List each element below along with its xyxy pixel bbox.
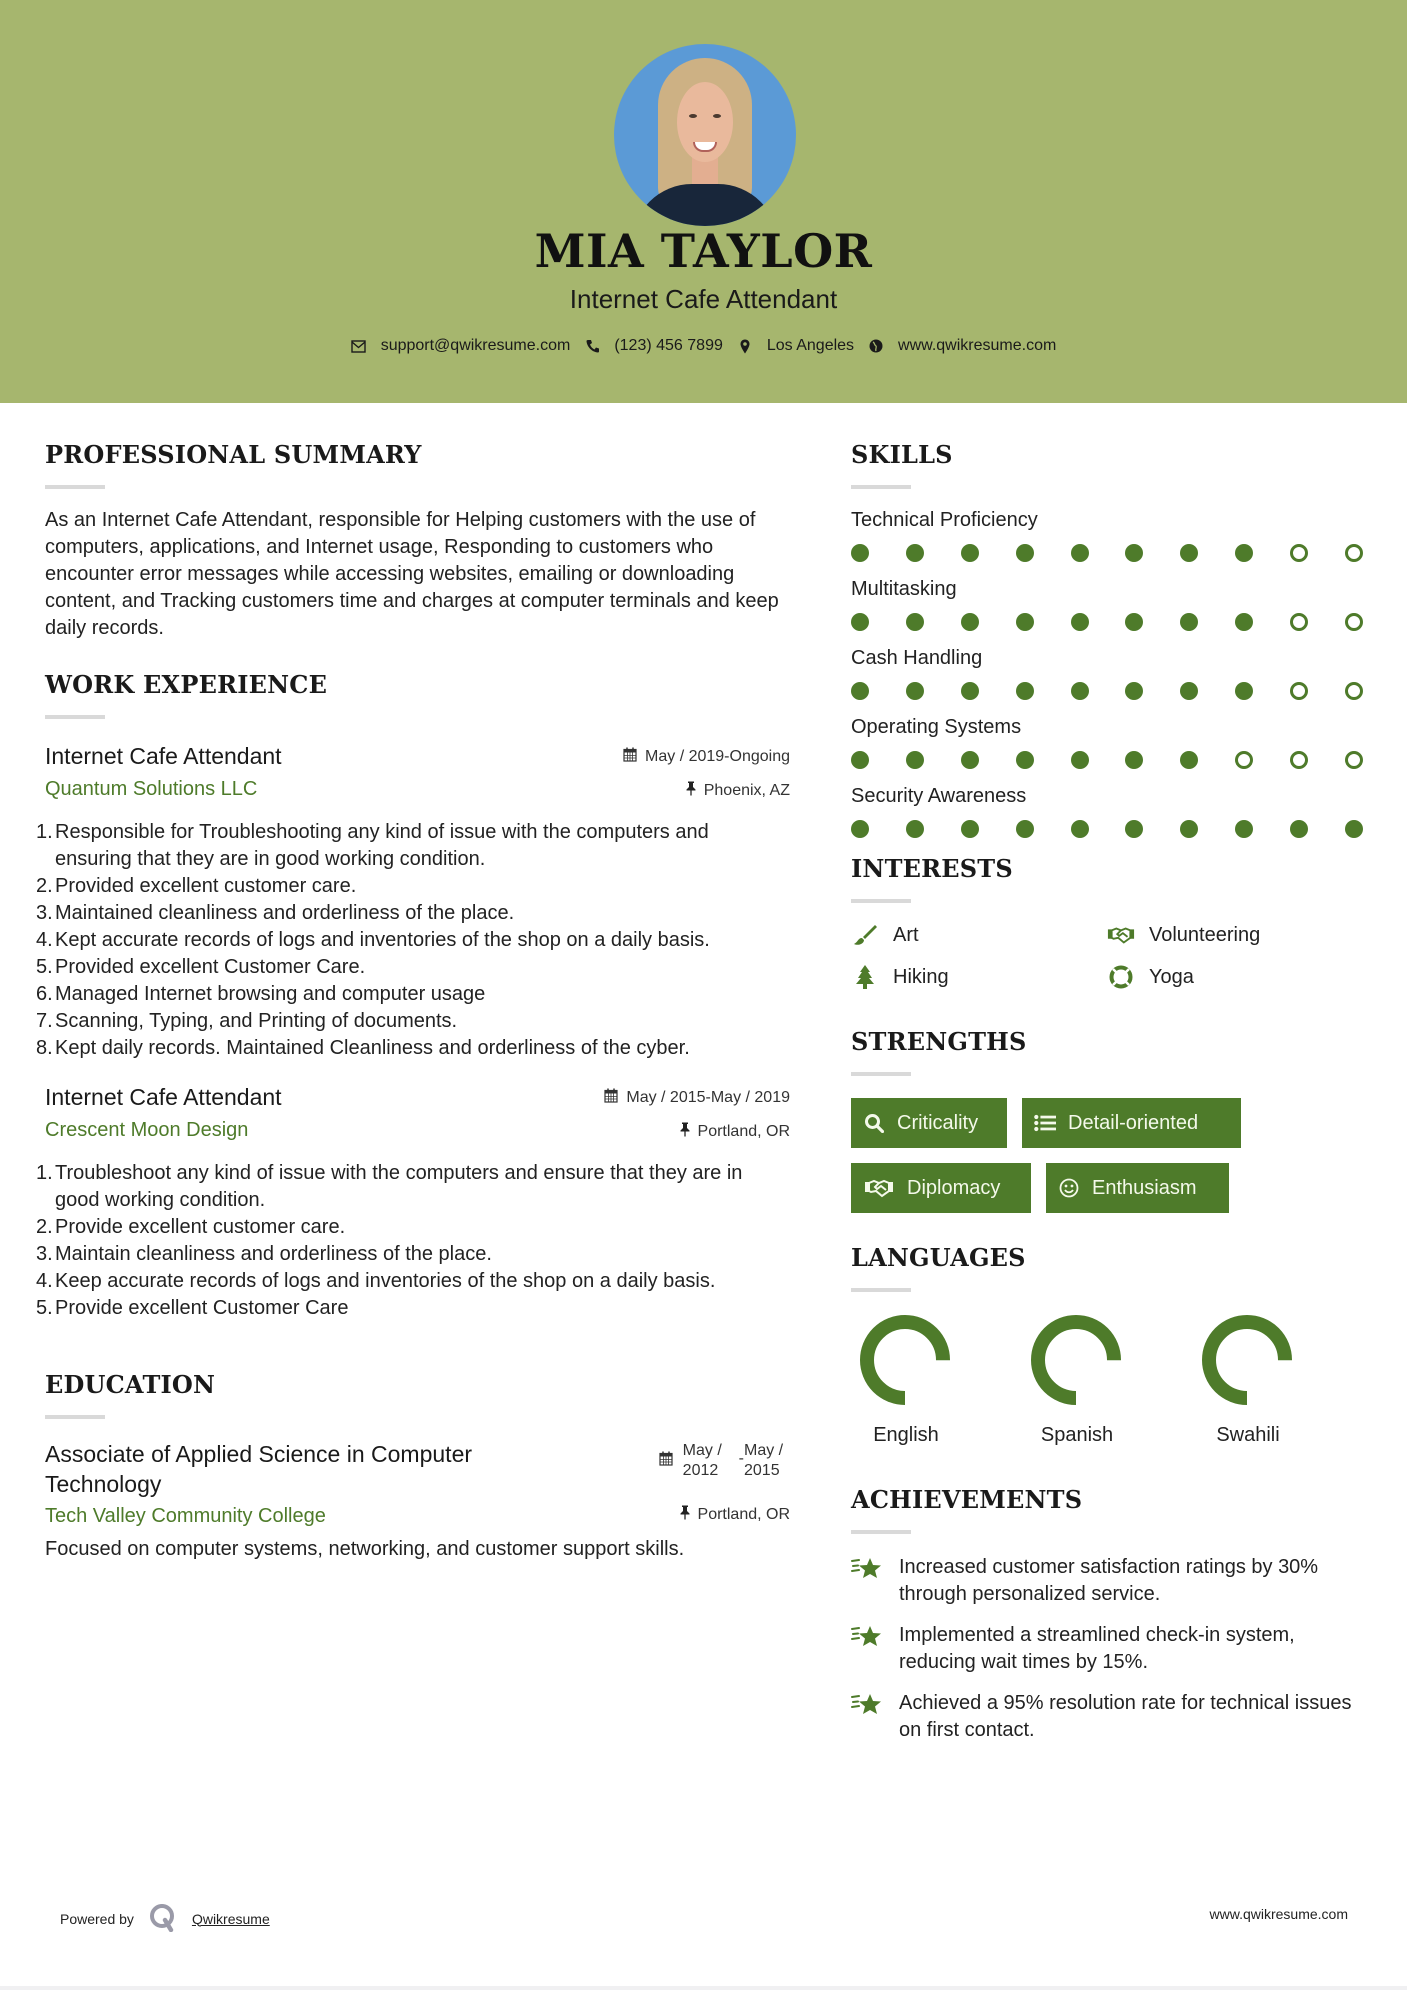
filled-dot-icon bbox=[1125, 682, 1143, 700]
filled-dot-icon bbox=[1235, 682, 1253, 700]
paintbrush-icon bbox=[851, 923, 879, 947]
filled-dot-icon bbox=[851, 751, 869, 769]
filled-dot-icon bbox=[1071, 682, 1089, 700]
section-divider bbox=[851, 899, 911, 903]
filled-dot-icon bbox=[1290, 820, 1308, 838]
achievement-item: Achieved a 95% resolution rate for technical issues on first contact. bbox=[851, 1690, 1371, 1744]
section-divider bbox=[45, 485, 105, 489]
empty-dot-icon bbox=[1290, 751, 1308, 769]
list-item: 1. Troubleshoot any kind of issue with the computers and ensure that they are in good working condition. bbox=[36, 1162, 743, 1211]
interest-item: Volunteering bbox=[1107, 923, 1357, 947]
skill-rating bbox=[851, 682, 1363, 700]
filled-dot-icon bbox=[1125, 820, 1143, 838]
skill-item: Cash Handling bbox=[851, 647, 1371, 700]
candidate-name: MIA TAYLOR bbox=[534, 224, 873, 278]
qwikresume-link[interactable]: Qwikresume bbox=[191, 1910, 270, 1927]
filled-dot-icon bbox=[961, 751, 979, 769]
empty-dot-icon bbox=[1345, 613, 1363, 631]
language-progress-ring bbox=[1201, 1314, 1293, 1406]
empty-dot-icon bbox=[1345, 751, 1363, 769]
list-icon bbox=[1034, 1112, 1056, 1134]
empty-dot-icon bbox=[1345, 544, 1363, 562]
list-item: 3. Maintained cleanliness and orderliness of the place. bbox=[36, 902, 515, 924]
job-company: Crescent Moon Design bbox=[45, 1119, 249, 1141]
qwikresume-logo-icon bbox=[148, 1902, 178, 1935]
job-entry bbox=[36, 1084, 790, 1322]
contact-location: Los Angeles bbox=[737, 337, 854, 355]
calendar-icon bbox=[659, 1451, 673, 1472]
pushpin-icon bbox=[680, 1122, 690, 1142]
list-item: 4. Kept accurate records of logs and inventories of the shop on a daily basis. bbox=[36, 929, 710, 951]
strengths-section bbox=[851, 1027, 1371, 1213]
skill-rating bbox=[851, 751, 1363, 769]
job-responsibilities bbox=[36, 1160, 790, 1322]
languages-section bbox=[851, 1243, 1371, 1447]
education-date: May / 2012 - May / 2015 bbox=[659, 1441, 790, 1481]
skill-item: Security Awareness bbox=[851, 785, 1371, 838]
language-item: Swahili bbox=[1193, 1314, 1364, 1447]
filled-dot-icon bbox=[1071, 544, 1089, 562]
job-date: May / 2019-Ongoing bbox=[623, 747, 790, 767]
section-divider bbox=[851, 1530, 911, 1534]
language-item: English bbox=[851, 1314, 1022, 1447]
interests-list bbox=[851, 923, 1371, 989]
filled-dot-icon bbox=[1016, 820, 1034, 838]
skill-rating bbox=[851, 544, 1363, 562]
interests-section bbox=[851, 854, 1371, 989]
skill-rating bbox=[851, 613, 1363, 631]
section-divider bbox=[851, 1288, 911, 1292]
strength-badge: Criticality bbox=[851, 1098, 1007, 1148]
empty-dot-icon bbox=[1345, 682, 1363, 700]
list-item: 5. Provide excellent Customer Care bbox=[36, 1297, 349, 1319]
filled-dot-icon bbox=[851, 613, 869, 631]
list-item: 1. Responsible for Troubleshooting any kind of issue with the computers and ensuring that they are in good working condition. bbox=[36, 821, 709, 870]
degree-title: Associate of Applied Science in Computer Technology bbox=[45, 1441, 473, 1497]
shooting-star-icon bbox=[851, 1554, 883, 1581]
shooting-star-icon bbox=[851, 1622, 883, 1649]
filled-dot-icon bbox=[1180, 544, 1198, 562]
filled-dot-icon bbox=[961, 544, 979, 562]
skill-rating bbox=[851, 820, 1363, 838]
section-title: ACHIEVEMENTS bbox=[851, 1485, 1083, 1514]
map-marker-icon bbox=[737, 338, 753, 354]
pushpin-icon bbox=[680, 1505, 690, 1525]
skill-item: Multitasking bbox=[851, 578, 1371, 631]
envelope-icon bbox=[351, 338, 367, 354]
filled-dot-icon bbox=[851, 682, 869, 700]
interest-item: Yoga bbox=[1107, 965, 1357, 989]
smile-icon bbox=[1058, 1177, 1080, 1199]
experience-section bbox=[36, 670, 790, 1322]
section-title: WORK EXPERIENCE bbox=[45, 670, 328, 699]
education-section bbox=[45, 1370, 790, 1563]
job-title: Internet Cafe Attendant bbox=[45, 1084, 282, 1110]
school-name: Tech Valley Community College bbox=[45, 1505, 326, 1527]
list-item: 6. Managed Internet browsing and computer usage bbox=[36, 983, 486, 1005]
page-bottom-edge bbox=[0, 1986, 1407, 1990]
life-ring-icon bbox=[1107, 965, 1135, 989]
list-item: 7. Scanning, Typing, and Printing of documents. bbox=[36, 1010, 458, 1032]
section-title: SKILLS bbox=[851, 440, 953, 469]
phone-icon bbox=[584, 338, 600, 354]
job-entry bbox=[36, 743, 790, 1062]
list-item: 5. Provided excellent Customer Care. bbox=[36, 956, 366, 978]
empty-dot-icon bbox=[1290, 682, 1308, 700]
filled-dot-icon bbox=[1235, 544, 1253, 562]
strength-badge: Diplomacy bbox=[851, 1163, 1031, 1213]
job-company: Quantum Solutions LLC bbox=[45, 778, 258, 800]
education-entry bbox=[45, 1439, 790, 1563]
filled-dot-icon bbox=[961, 820, 979, 838]
filled-dot-icon bbox=[1125, 613, 1143, 631]
section-title: EDUCATION bbox=[45, 1370, 216, 1399]
filled-dot-icon bbox=[906, 544, 924, 562]
globe-icon bbox=[868, 338, 884, 354]
filled-dot-icon bbox=[1180, 682, 1198, 700]
job-location: Portland, OR bbox=[604, 1122, 790, 1142]
summary-text: As an Internet Cafe Attendant, responsible for Helping customers with the use of computers, applications, and Internet usage, Responding to customers who encounter error messages while accessing websites, emailing or downloading content, and Tracking customers time and charges at computer terminals and keep daily records. bbox=[45, 509, 779, 639]
section-divider bbox=[45, 715, 105, 719]
filled-dot-icon bbox=[1125, 544, 1143, 562]
skills-list bbox=[851, 509, 1371, 838]
left-column bbox=[36, 440, 790, 1563]
achievement-item: Implemented a streamlined check-in system, reducing wait times by 15%. bbox=[851, 1622, 1371, 1676]
empty-dot-icon bbox=[1290, 544, 1308, 562]
filled-dot-icon bbox=[1235, 613, 1253, 631]
job-location: Phoenix, AZ bbox=[623, 781, 790, 801]
resume-header bbox=[0, 0, 1407, 403]
filled-dot-icon bbox=[1016, 682, 1034, 700]
strengths-list bbox=[851, 1098, 1271, 1213]
list-item: 3. Maintain cleanliness and orderliness of the place. bbox=[36, 1243, 492, 1265]
candidate-title: Internet Cafe Attendant bbox=[569, 284, 838, 314]
filled-dot-icon bbox=[1235, 820, 1253, 838]
achievements-section bbox=[851, 1485, 1371, 1744]
filled-dot-icon bbox=[1016, 544, 1034, 562]
section-divider bbox=[851, 1072, 911, 1076]
skills-section bbox=[851, 440, 1371, 838]
handshake-icon bbox=[1107, 923, 1135, 947]
achievements-list bbox=[851, 1554, 1371, 1744]
education-description: Focused on computer systems, networking, and customer support skills. bbox=[45, 1538, 685, 1560]
contact-email[interactable]: support@qwikresume.com bbox=[351, 337, 571, 355]
section-title: LANGUAGES bbox=[851, 1243, 1026, 1272]
filled-dot-icon bbox=[851, 544, 869, 562]
section-divider bbox=[45, 1415, 105, 1419]
list-item: 8. Kept daily records. Maintained Cleanliness and orderliness of the cyber. bbox=[36, 1037, 690, 1059]
list-item: 2. Provide excellent customer care. bbox=[36, 1216, 346, 1238]
contact-website[interactable]: www.qwikresume.com bbox=[868, 337, 1056, 355]
filled-dot-icon bbox=[906, 751, 924, 769]
job-responsibilities bbox=[36, 819, 790, 1062]
contact-phone[interactable]: (123) 456 7899 bbox=[584, 337, 723, 355]
filled-dot-icon bbox=[1071, 751, 1089, 769]
empty-dot-icon bbox=[1290, 613, 1308, 631]
achievement-item: Increased customer satisfaction ratings by 30% through personalized service. bbox=[851, 1554, 1371, 1608]
language-progress-ring bbox=[859, 1314, 951, 1406]
powered-by: Powered by Qwikresume bbox=[60, 1902, 270, 1935]
section-title: STRENGTHS bbox=[851, 1027, 1027, 1056]
summary-section bbox=[45, 440, 790, 642]
shooting-star-icon bbox=[851, 1690, 883, 1717]
filled-dot-icon bbox=[1180, 820, 1198, 838]
language-item: Spanish bbox=[1022, 1314, 1193, 1447]
list-item: 4. Keep accurate records of logs and inventories of the shop on a daily basis. bbox=[36, 1270, 716, 1292]
languages-list bbox=[851, 1314, 1371, 1447]
filled-dot-icon bbox=[1345, 820, 1363, 838]
search-icon bbox=[863, 1112, 885, 1134]
section-title: PROFESSIONAL SUMMARY bbox=[45, 440, 422, 469]
section-divider bbox=[851, 485, 911, 489]
interest-item: Hiking bbox=[851, 965, 1107, 989]
job-date: May / 2015-May / 2019 bbox=[604, 1088, 790, 1108]
strength-badge: Enthusiasm bbox=[1046, 1163, 1229, 1213]
right-column bbox=[851, 440, 1371, 1758]
filled-dot-icon bbox=[1180, 751, 1198, 769]
filled-dot-icon bbox=[851, 820, 869, 838]
footer-website[interactable]: www.qwikresume.com bbox=[1209, 1906, 1348, 1922]
filled-dot-icon bbox=[906, 682, 924, 700]
strength-badge: Detail-oriented bbox=[1022, 1098, 1241, 1148]
filled-dot-icon bbox=[906, 613, 924, 631]
education-location: Portland, OR bbox=[659, 1505, 790, 1525]
pushpin-icon bbox=[686, 781, 696, 801]
list-item: 2. Provided excellent customer care. bbox=[36, 875, 357, 897]
interest-item: Art bbox=[851, 923, 1107, 947]
filled-dot-icon bbox=[1180, 613, 1198, 631]
filled-dot-icon bbox=[1071, 820, 1089, 838]
empty-dot-icon bbox=[1235, 751, 1253, 769]
filled-dot-icon bbox=[1125, 751, 1143, 769]
profile-photo bbox=[614, 44, 796, 226]
section-title: INTERESTS bbox=[851, 854, 1013, 883]
filled-dot-icon bbox=[906, 820, 924, 838]
skill-item: Operating Systems bbox=[851, 716, 1371, 769]
job-title: Internet Cafe Attendant bbox=[45, 743, 282, 769]
filled-dot-icon bbox=[1016, 751, 1034, 769]
calendar-icon bbox=[623, 747, 637, 767]
tree-icon bbox=[851, 965, 879, 989]
filled-dot-icon bbox=[961, 682, 979, 700]
contact-bar bbox=[0, 337, 1407, 355]
handshake-icon bbox=[863, 1177, 895, 1199]
filled-dot-icon bbox=[961, 613, 979, 631]
calendar-icon bbox=[604, 1088, 618, 1108]
skill-item: Technical Proficiency bbox=[851, 509, 1371, 562]
language-progress-ring bbox=[1030, 1314, 1122, 1406]
filled-dot-icon bbox=[1071, 613, 1089, 631]
filled-dot-icon bbox=[1016, 613, 1034, 631]
